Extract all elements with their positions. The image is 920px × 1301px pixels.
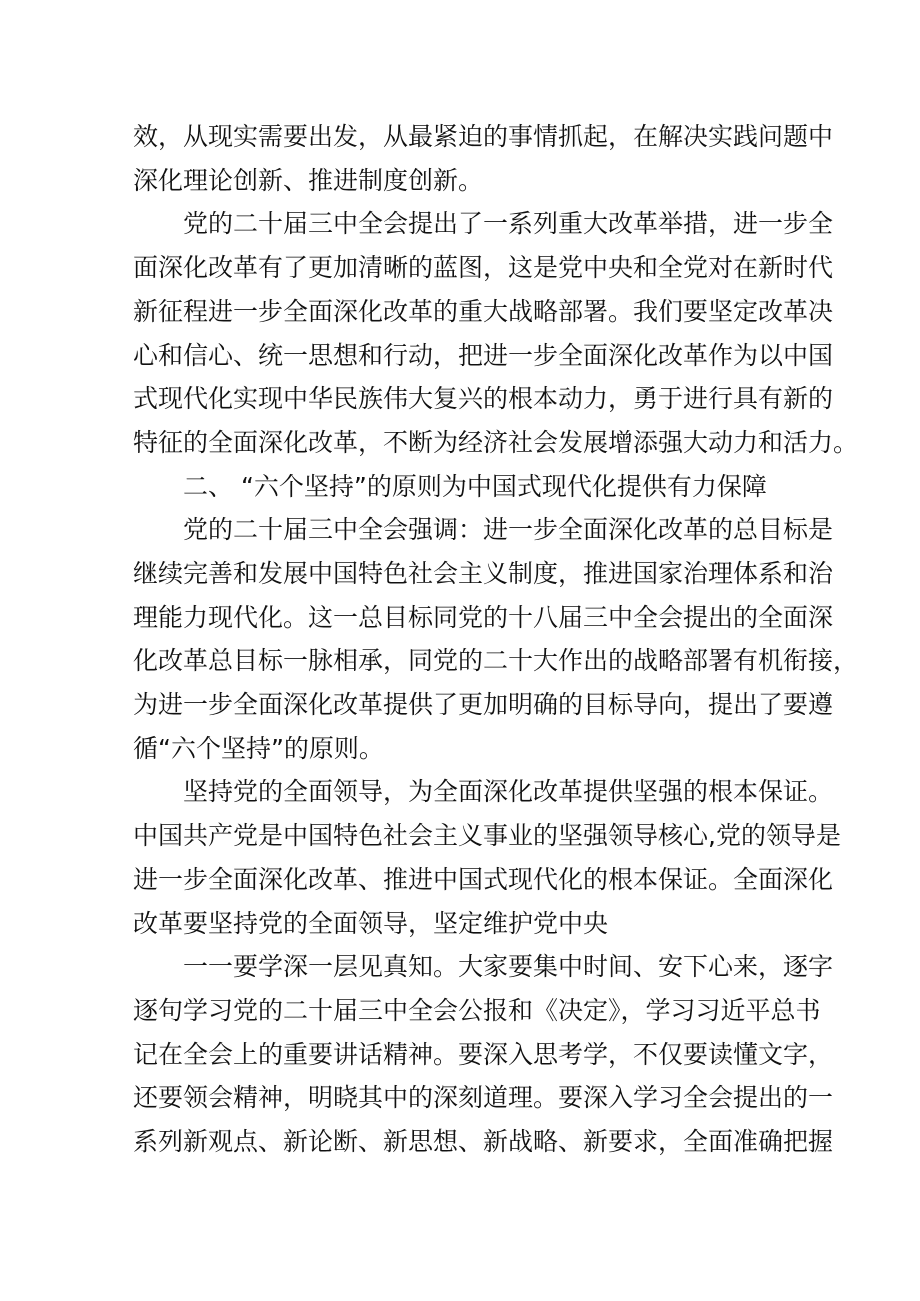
text-line: 新征程进一步全面深化改革的重大战略部署。我们要坚定改革决 xyxy=(133,297,834,326)
text-line: 式现代化实现中华民族伟大复兴的根本动力，勇于进行具有新的 xyxy=(133,384,834,413)
section-heading: 二、 “六个坚持”的原则为中国式现代化提供有力保障 xyxy=(183,472,767,501)
text-line: 进一步全面深化改革、推进中国式现代化的根本保证。全面深化 xyxy=(133,865,834,894)
text-line: 中国共产党是中国特色社会主义事业的坚强领导核心,党的领导是 xyxy=(133,821,841,850)
text-line: 化改革总目标一脉相承，同党的二十大作出的战略部署有机衔接， xyxy=(133,646,859,675)
paragraph-first-line: 党的二十届三中全会强调：进一步全面深化改革的总目标是 xyxy=(183,515,834,544)
text-line: 理能力现代化。这一总目标同党的十八届三中全会提出的全面深 xyxy=(133,603,834,632)
paragraph-first-line: 党的二十届三中全会提出了一系列重大改革举措，进一步全 xyxy=(183,209,834,238)
text-line: 特征的全面深化改革，不断为经济社会发展增添强大动力和活力。 xyxy=(133,428,859,457)
text-line: 改革要坚持党的全面领导，坚定维护党中央 xyxy=(133,909,609,938)
text-line: 面深化改革有了更加清晰的蓝图，这是党中央和全党对在新时代 xyxy=(133,253,834,282)
paragraph-first-line: 一一要学深一层见真知。大家要集中时间、安下心来，逐字 xyxy=(183,952,834,981)
text-line: 系列新观点、新论断、新思想、新战略、新要求，全面准确把握 xyxy=(133,1127,834,1156)
text-line: 继续完善和发展中国特色社会主义制度，推进国家治理体系和治 xyxy=(133,559,834,588)
text-line: 逐句学习党的二十届三中全会公报和《决定》，学习习近平总书 xyxy=(133,996,821,1025)
text-line: 为进一步全面深化改革提供了更加明确的目标导向，提出了要遵 xyxy=(133,690,834,719)
text-line: 深化理论创新、推进制度创新。 xyxy=(133,166,484,195)
text-line: 效，从现实需要出发，从最紧迫的事情抓起，在解决实践问题中 xyxy=(133,122,834,151)
text-line: 心和信心、统一思想和行动，把进一步全面深化改革作为以中国 xyxy=(133,341,834,370)
paragraph-first-line: 坚持党的全面领导，为全面深化改革提供坚强的根本保证。 xyxy=(183,777,834,806)
text-line: 还要领会精神，明晓其中的深刻道理。要深入学习全会提出的一 xyxy=(133,1083,834,1112)
text-line: 记在全会上的重要讲话精神。要深入思考学，不仅要读懂文字， xyxy=(133,1040,834,1069)
text-line: 循“六个坚持”的原则。 xyxy=(133,734,384,763)
